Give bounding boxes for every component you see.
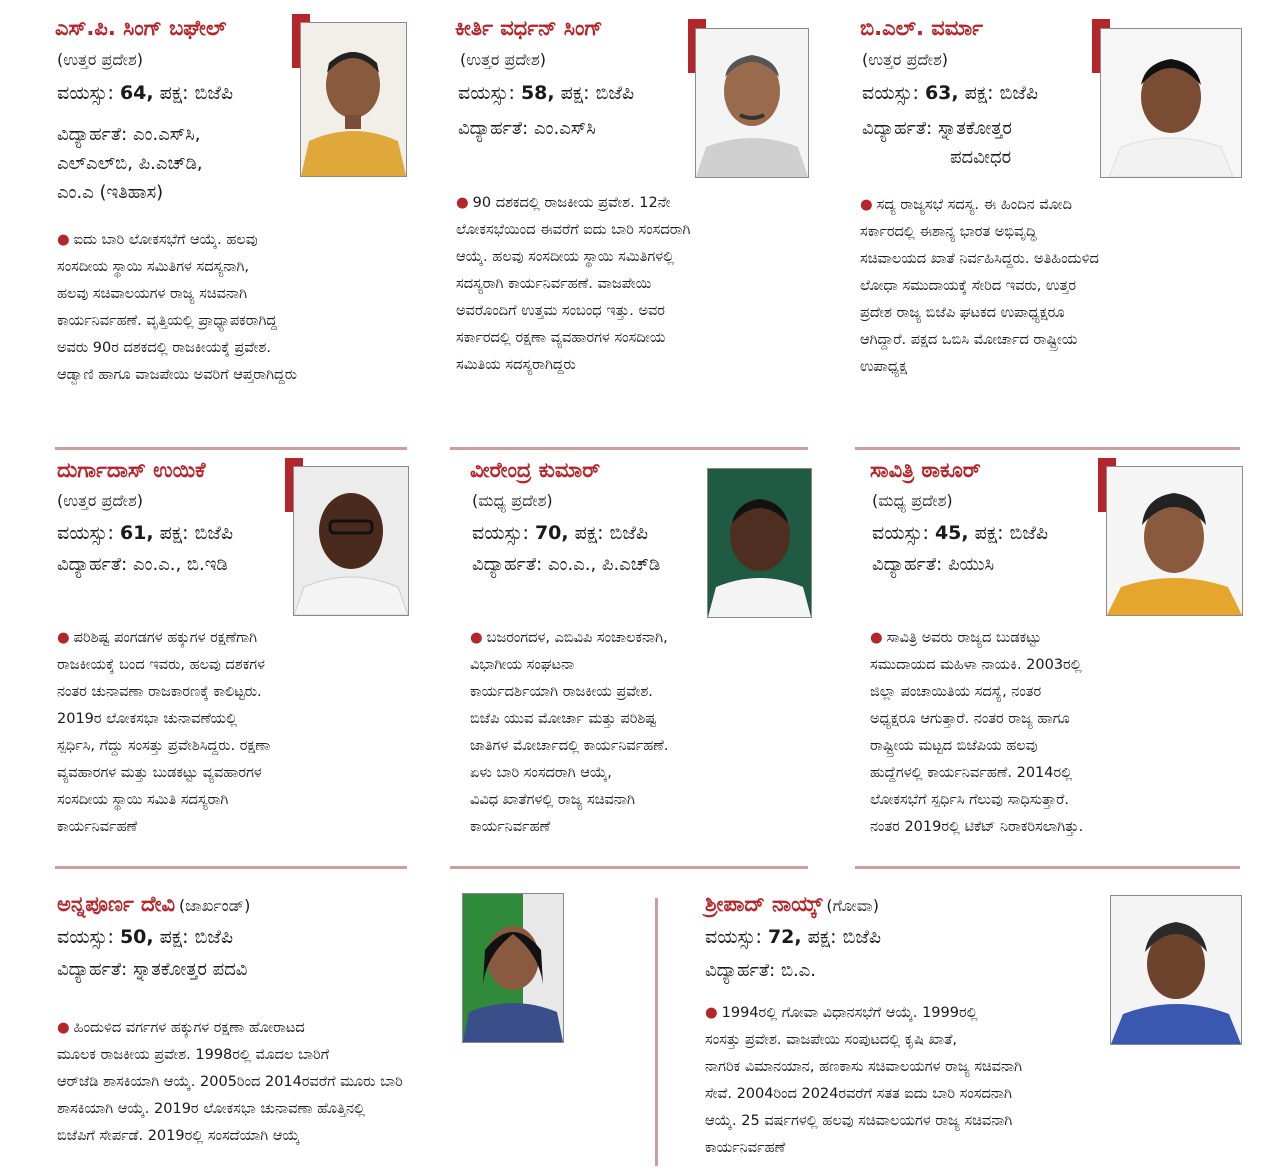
edu-line: ಎಂ.ಎ (ಇತಿಹಾಸ): [57, 182, 164, 203]
desc-line: ಸಾವಿತ್ರಿ ಅವರು ರಾಜ್ಯದ ಬುಡಕಟ್ಟು: [886, 630, 1042, 646]
desc-line: ಹಲವು ಸಚಿವಾಲಯಗಳ ರಾಜ್ಯ ಸಚಿವನಾಗಿ: [57, 286, 248, 302]
edu-label: ವಿದ್ಯಾರ್ಹತೆ:: [57, 959, 128, 980]
profile-state: (ಜಾರ್ಖಂಡ್): [179, 896, 251, 915]
bullet-icon: ●: [470, 630, 483, 646]
desc-line: ವಿಭಾಗೀಯ ಸಂಘಟನಾ: [470, 657, 575, 673]
desc-line: ಬಿಜೆಪಿ ಯುವ ಮೋರ್ಚಾ ಮತ್ತು ಪರಿಶಿಷ್ಟ: [470, 711, 657, 727]
edu-label: ವಿದ್ಯಾರ್ಹತೆ:: [705, 960, 776, 981]
age-value: 58,: [520, 82, 555, 104]
desc-line: ಹಿಂದುಳಿದ ವರ್ಗಗಳ ಹಕ್ಕುಗಳ ರಕ್ಷಣಾ ಹೋರಾಟದ: [73, 1020, 305, 1036]
age-value: 64,: [119, 82, 154, 104]
profile-description: [705, 1000, 1225, 1162]
party-label: ಪಕ್ಷ:: [159, 82, 189, 104]
profile-education: [458, 114, 596, 143]
desc-line: ವಿವಿಧ ಖಾತೆಗಳಲ್ಲಿ ರಾಜ್ಯ ಸಚಿವನಾಗಿ: [470, 792, 635, 808]
desc-line: ಸದಸ್ಯರಾಗಿ ಕಾರ್ಯನಿರ್ವಹಣೆ. ವಾಜಪೇಯಿ: [456, 276, 652, 292]
profile-name-text: ಶ್ರೀಪಾದ್ ನಾಯ್ಕ್: [705, 892, 823, 916]
party-value: ಬಿಜೆಪಿ: [194, 82, 234, 104]
profile-age-party: [705, 924, 881, 950]
desc-line: ಬಿಜೆಪಿಗೆ ಸೇರ್ಪಡೆ. 2019ರಲ್ಲಿ ಸಂಸದೆಯಾಗಿ ಆಯ್ಕೆ: [57, 1128, 300, 1144]
bullet-icon: ●: [57, 630, 70, 646]
age-value: 72,: [767, 926, 802, 948]
desc-line: ಆರ್‌ಜೆಡಿ ಶಾಸಕಿಯಾಗಿ ಆಯ್ಕೆ. 2005ರಿಂದ 2014ರವರೆಗೆ ಮೂರು ಬಾರಿ: [57, 1074, 403, 1090]
edu-line: ಸ್ನಾತಕೋತ್ತರ: [937, 118, 1012, 139]
desc-line: ಸಮುದಾಯದ ಮಹಿಳಾ ನಾಯಕಿ. 2003ರಲ್ಲಿ: [870, 657, 1082, 673]
desc-line: ಕಾರ್ಯನಿರ್ವಹಣೆ: [705, 1140, 786, 1156]
party-value: ಬಿಜೆಪಿ: [609, 522, 649, 544]
portrait-icon: [1101, 29, 1241, 177]
profile-name: ಕೀರ್ತಿ ವರ್ಧನ್ ಸಿಂಗ್: [455, 16, 603, 40]
profile-state: (ಉತ್ತರ ಪ್ರದೇಶ): [862, 50, 949, 69]
party-value: ಬಿಜೆಪಿ: [1009, 522, 1049, 544]
portrait-icon: [1107, 467, 1242, 615]
profile-age-party: [57, 80, 233, 106]
edu-line: ಎಂ.ಎಸ್‌ಸಿ,: [132, 124, 201, 145]
profile-name: [57, 890, 250, 920]
portrait-photo: [300, 22, 407, 177]
desc-line: ಸರ್ಕಾರದಲ್ಲಿ ಈಶಾನ್ಯ ಭಾರತ ಅಭಿವೃದ್ಧಿ: [860, 224, 1037, 240]
desc-line: ಸ್ಪರ್ಧಿಸಿ, ಗೆದ್ದು ಸಂಸತ್ತು ಪ್ರವೇಶಿಸಿದ್ದರು. ರಕ್ಷಣಾ: [57, 738, 271, 754]
profile-name: [705, 890, 879, 920]
portrait-icon: [294, 467, 408, 615]
desc-line: ರಾಷ್ಟ್ರೀಯ ಮಟ್ಟದ ಬಿಜೆಪಿಯ ಹಲವು: [870, 738, 1038, 754]
edu-label: ವಿದ್ಯಾರ್ಹತೆ:: [57, 124, 128, 145]
row-divider-1: [55, 447, 407, 450]
desc-line: ಆಯ್ಕೆ. 25 ವರ್ಷಗಳಲ್ಲಿ ಹಲವು ಸಚಿವಾಲಯಗಳ ರಾಜ್ಯ ಸಚಿವನಾಗಿ: [705, 1113, 1013, 1129]
desc-line: ಏಳು ಬಾರಿ ಸಂಸದರಾಗಿ ಆಯ್ಕೆ,: [470, 765, 612, 781]
party-label: ಪಕ್ಷ:: [560, 82, 590, 104]
edu-label: ವಿದ್ಯಾರ್ಹತೆ:: [872, 554, 943, 575]
desc-line: 2019ರ ಲೋಕಸಭಾ ಚುನಾವಣೆಯಲ್ಲಿ: [57, 711, 238, 727]
edu-line: ಸ್ನಾತಕೋತ್ತರ ಪದವಿ: [132, 959, 248, 980]
profile-name-text: ಅನ್ನಪೂರ್ಣ ದೇವಿ: [57, 892, 176, 916]
party-label: ಪಕ್ಷ:: [574, 522, 604, 544]
party-value: ಬಿಜೆಪಿ: [999, 82, 1039, 104]
edu-line: ಪದವೀಧರ: [950, 147, 1012, 168]
desc-line: ಅಧ್ಯಕ್ಷರೂ ಆಗುತ್ತಾರೆ. ನಂತರ ರಾಜ್ಯ ಹಾಗೂ: [870, 711, 1070, 727]
portrait-photo: [1106, 466, 1243, 616]
portrait-icon: [708, 469, 811, 617]
age-label: ವಯಸ್ಸು:: [862, 82, 919, 104]
profile-description: [860, 192, 1245, 381]
profile-state: (ಗೋವಾ): [826, 896, 879, 915]
portrait-photo: [695, 28, 809, 178]
profile-age-party: [458, 80, 634, 106]
portrait-photo: [707, 468, 812, 618]
profile-description: [470, 625, 810, 841]
desc-line: ಕಾರ್ಯನಿರ್ವಹಣೆ: [57, 819, 138, 835]
edu-line: ಎಲ್‌ಎಲ್‌ಬಿ, ಪಿ.ಎಚ್‌ಡಿ,: [57, 153, 203, 174]
profile-education: [57, 955, 247, 984]
profile-education: [872, 550, 994, 579]
party-value: ಬಿಜೆಪಿ: [194, 522, 234, 544]
bullet-icon: ●: [860, 197, 873, 213]
profile-education: [57, 550, 228, 579]
age-label: ವಯಸ್ಸು:: [472, 522, 529, 544]
age-value: 70,: [534, 522, 569, 544]
desc-line: ನಂತರ ಚುನಾವಣಾ ರಾಜಕಾರಣಕ್ಕೆ ಕಾಲಿಟ್ಟರು.: [57, 684, 262, 700]
bullet-icon: ●: [870, 630, 883, 646]
profile-education: [705, 956, 816, 985]
party-label: ಪಕ್ಷ:: [807, 926, 837, 948]
profile-description: [456, 190, 806, 379]
edu-label: ವಿದ್ಯಾರ್ಹತೆ:: [57, 554, 128, 575]
edu-label: ವಿದ್ಯಾರ್ಹತೆ:: [862, 118, 933, 139]
desc-line: ಕಾರ್ಯನಿರ್ವಹಣೆ: [470, 819, 551, 835]
desc-line: 1994ರಲ್ಲಿ ಗೋವಾ ವಿಧಾನಸಭೆಗೆ ಆಯ್ಕೆ. 1999ರಲ್ಲಿ: [721, 1005, 978, 1021]
desc-line: ಸಚಿವಾಲಯದ ಖಾತೆ ನಿರ್ವಹಿಸಿದ್ದರು. ಅತಿಹಿಂದುಳಿದ: [860, 251, 1099, 267]
desc-line: ಶಾಸಕಿಯಾಗಿ ಆಯ್ಕೆ. 2019ರ ಲೋಕಸಭಾ ಚುನಾವಣಾ ಹೊತ್ತಿನಲ್ಲಿ: [57, 1101, 365, 1117]
column-divider-bottom: [655, 898, 658, 1166]
desc-line: ಸಂಸತ್ತು ಪ್ರವೇಶ. ವಾಜಪೇಯಿ ಸಂಪುಟದಲ್ಲಿ ಕೃಷಿ ಖಾತೆ,: [705, 1032, 958, 1048]
desc-line: ಜಿಲ್ಲಾ ಪಂಚಾಯಿತಿಯ ಸದಸ್ಯೆ, ನಂತರ: [870, 684, 1042, 700]
profile-state: (ಉತ್ತರ ಪ್ರದೇಶ): [57, 50, 144, 69]
edu-line: ಎಂ.ಎಸ್‌ಸಿ: [533, 118, 596, 139]
profile-age-party: [472, 520, 648, 546]
desc-line: ಕಾರ್ಯನಿರ್ವಹಣೆ. ವೃತ್ತಿಯಲ್ಲಿ ಪ್ರಾಧ್ಯಾಪಕರಾಗಿದ್ದ: [57, 313, 278, 329]
desc-line: ಜಾತಿಗಳ ಮೋರ್ಚಾದಲ್ಲಿ ಕಾರ್ಯನಿರ್ವಹಣೆ.: [470, 738, 669, 754]
desc-line: ಮೂಲಕ ರಾಜಕೀಯ ಪ್ರವೇಶ. 1998ರಲ್ಲಿ ಮೊದಲ ಬಾರಿಗೆ: [57, 1047, 330, 1063]
desc-line: ಪ್ರದೇಶ ರಾಜ್ಯ ಬಿಜೆಪಿ ಘಟಕದ ಉಪಾಧ್ಯಕ್ಷರೂ: [860, 305, 1065, 321]
desc-line: ಐದು ಬಾರಿ ಲೋಕಸಭೆಗೆ ಆಯ್ಕೆ. ಹಲವು: [73, 232, 258, 248]
desc-line: ಬಜರಂಗದಳ, ಎಬಿವಿಪಿ ಸಂಚಾಲಕನಾಗಿ,: [486, 630, 668, 646]
desc-line: ರಾಜಕೀಯಕ್ಕೆ ಬಂದ ಇವರು, ಹಲವು ದಶಕಗಳ: [57, 657, 265, 673]
age-label: ವಯಸ್ಸು:: [57, 926, 114, 948]
party-value: ಬಿಜೆಪಿ: [194, 926, 234, 948]
profile-name: ದುರ್ಗಾದಾಸ್ ಉಯಿಕೆ: [57, 458, 206, 482]
age-label: ವಯಸ್ಸು:: [872, 522, 929, 544]
party-label: ಪಕ್ಷ:: [974, 522, 1004, 544]
desc-line: ಆಗಿದ್ದಾರೆ. ಪಕ್ಷದ ಒಬಿಸಿ ಮೋರ್ಚಾದ ರಾಷ್ಟ್ರೀಯ: [860, 332, 1078, 348]
profile-name: ಎಸ್.ಪಿ. ಸಿಂಗ್ ಬಘೇಲ್: [55, 16, 227, 40]
desc-line: ನಂತರ 2019ರಲ್ಲಿ ಟಿಕೆಟ್ ನಿರಾಕರಿಸಲಾಗಿತ್ತು.: [870, 819, 1084, 835]
age-value: 45,: [934, 522, 969, 544]
desc-line: ಅವರು 90ರ ದಶಕದಲ್ಲಿ ರಾಜಕೀಯಕ್ಕೆ ಪ್ರವೇಶ.: [57, 340, 271, 356]
desc-line: ಲೋಕಸಭೆಯಿಂದ ಈವರೆಗೆ ಐದು ಬಾರಿ ಸಂಸದರಾಗಿ: [456, 222, 691, 238]
party-label: ಪಕ್ಷ:: [159, 522, 189, 544]
desc-line: ಹುದ್ದೆಗಳಲ್ಲಿ ಕಾರ್ಯನಿರ್ವಹಣೆ. 2014ರಲ್ಲಿ: [870, 765, 1073, 781]
desc-line: ಪರಿಶಿಷ್ಟ ಪಂಗಡಗಳ ಹಕ್ಕುಗಳ ರಕ್ಷಣೆಗಾಗಿ: [73, 630, 258, 646]
desc-line: ಕಾರ್ಯದರ್ಶಿಯಾಗಿ ರಾಜಕೀಯ ಪ್ರವೇಶ.: [470, 684, 653, 700]
age-label: ವಯಸ್ಸು:: [705, 926, 762, 948]
row-divider-2c: [855, 866, 1240, 869]
profile-description: [57, 1015, 557, 1150]
desc-line: ಲೋಕಸಭೆಗೆ ಸ್ಪರ್ಧಿಸಿ ಗೆಲುವು ಸಾಧಿಸುತ್ತಾರೆ.: [870, 792, 1069, 808]
edu-line: ಎಂ.ಎ., ಬಿ.ಇಡಿ: [132, 554, 228, 575]
profile-state: (ಉತ್ತರ ಪ್ರದೇಶ): [57, 491, 144, 510]
desc-line: ಸರ್ಕಾರದಲ್ಲಿ ರಕ್ಷಣಾ ವ್ಯವಹಾರಗಳ ಸಂಸದೀಯ: [456, 330, 666, 346]
edu-label: ವಿದ್ಯಾರ್ಹತೆ:: [472, 554, 543, 575]
profile-name: ಬಿ.ಎಲ್. ವರ್ಮಾ: [860, 16, 984, 40]
party-value: ಬಿಜೆಪಿ: [595, 82, 635, 104]
age-label: ವಯಸ್ಸು:: [57, 82, 114, 104]
desc-line: ವ್ಯವಹಾರಗಳ ಮತ್ತು ಬುಡಕಟ್ಟು ವ್ಯವಹಾರಗಳ: [57, 765, 262, 781]
desc-line: ಸಮಿತಿಯ ಸದಸ್ಯರಾಗಿದ್ದರು: [456, 357, 576, 373]
edu-label: ವಿದ್ಯಾರ್ಹತೆ:: [458, 118, 529, 139]
desc-line: ಲೋಧಾ ಸಮುದಾಯಕ್ಕೆ ಸೇರಿದ ಇವರು, ಉತ್ತರ: [860, 278, 1077, 294]
desc-line: ನಾಗರಿಕ ವಿಮಾನಯಾನ, ಹಣಕಾಸು ಸಚಿವಾಲಯಗಳ ರಾಜ್ಯ ಸಚಿವನಾಗಿ: [705, 1059, 1023, 1075]
party-value: ಬಿಜೆಪಿ: [842, 926, 882, 948]
desc-line: ಸದ್ಯ ರಾಜ್ಯಸಭೆ ಸದಸ್ಯ. ಈ ಹಿಂದಿನ ಮೋದಿ: [876, 197, 1072, 213]
profile-age-party: [862, 80, 1038, 106]
profile-age-party: [57, 924, 233, 950]
desc-line: ಉಪಾಧ್ಯಕ್ಷ: [860, 359, 908, 375]
row-divider-2: [55, 866, 407, 869]
desc-line: ಆಡ್ವಾಣಿ ಹಾಗೂ ವಾಜಪೇಯಿ ಅವರಿಗೆ ಆಪ್ತರಾಗಿದ್ದರು: [57, 367, 298, 383]
profile-education: [57, 120, 203, 207]
bullet-icon: ●: [57, 232, 70, 248]
desc-line: ಸೇವೆ. 2004ರಿಂದ 2024ರವರೆಗೆ ಸತತ ಐದು ಬಾರಿ ಸಂಸದನಾಗಿ: [705, 1086, 1012, 1102]
profile-description: [57, 227, 437, 389]
age-value: 61,: [119, 522, 154, 544]
desc-line: ಸಂಸದೀಯ ಸ್ಥಾಯಿ ಸಮಿತಿಗಳ ಸದಸ್ಯನಾಗಿ,: [57, 259, 250, 275]
edu-line: ಬಿ.ಎ.: [780, 960, 817, 981]
edu-line: ಪಿಯುಸಿ: [947, 554, 995, 575]
desc-line: ಅವರೊಂದಿಗೆ ಉತ್ತಮ ಸಂಬಂಧ ಇತ್ತು. ಅವರ: [456, 303, 665, 319]
desc-line: 90 ದಶಕದಲ್ಲಿ ರಾಜಕೀಯ ಪ್ರವೇಶ. 12ನೇ: [472, 195, 671, 211]
portrait-photo: [293, 466, 409, 616]
portrait-icon: [301, 23, 406, 176]
profile-name: ಸಾವಿತ್ರಿ ಠಾಕೂರ್: [870, 458, 981, 482]
edu-line: ಎಂ.ಎ., ಪಿ.ಎಚ್‌ಡಿ: [547, 554, 661, 575]
portrait-icon: [696, 29, 808, 177]
profile-state: (ಮಧ್ಯ ಪ್ರದೇಶ): [872, 491, 953, 510]
desc-line: ಸಂಸದೀಯ ಸ್ಥಾಯಿ ಸಮಿತಿ ಸದಸ್ಯರಾಗಿ: [57, 792, 229, 808]
party-label: ಪಕ್ಷ:: [964, 82, 994, 104]
profile-age-party: [57, 520, 233, 546]
profile-name: ವೀರೇಂದ್ರ ಕುಮಾರ್: [470, 458, 601, 482]
bullet-icon: ●: [456, 195, 469, 211]
profile-description: [870, 625, 1240, 841]
profile-state: (ಮಧ್ಯ ಪ್ರದೇಶ): [472, 491, 553, 510]
row-divider-1b: [450, 447, 808, 450]
desc-line: ಆಯ್ಕೆ. ಹಲವು ಸಂಸದೀಯ ಸ್ಥಾಯಿ ಸಮಿತಿಗಳಲ್ಲಿ: [456, 249, 675, 265]
profile-state: (ಉತ್ತರ ಪ್ರದೇಶ): [460, 50, 547, 69]
age-label: ವಯಸ್ಸು:: [57, 522, 114, 544]
age-value: 63,: [924, 82, 959, 104]
party-label: ಪಕ್ಷ:: [159, 926, 189, 948]
portrait-photo: [1100, 28, 1242, 178]
profile-age-party: [872, 520, 1048, 546]
row-divider-1c: [855, 447, 1240, 450]
profile-description: [57, 625, 417, 841]
age-label: ವಯಸ್ಸು:: [458, 82, 515, 104]
bullet-icon: ●: [57, 1020, 70, 1036]
row-divider-2b: [450, 866, 808, 869]
bullet-icon: ●: [705, 1005, 718, 1021]
profile-education: [472, 550, 660, 579]
profile-education: [862, 114, 1012, 172]
age-value: 50,: [119, 926, 154, 948]
